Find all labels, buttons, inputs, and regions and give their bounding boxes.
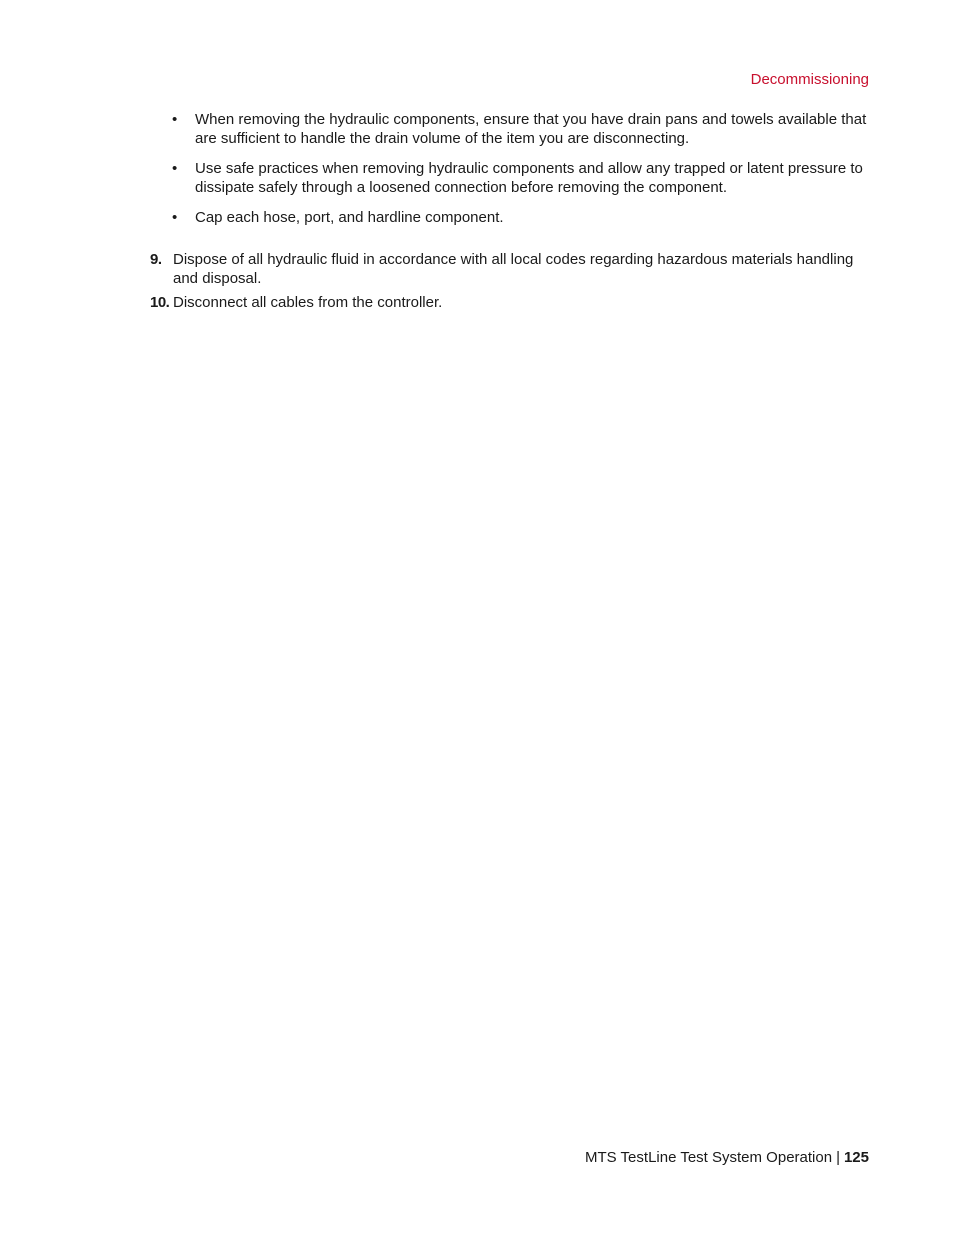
numbered-step-list [150, 250, 872, 317]
bullet-text: When removing the hydraulic components, ensure that you have drain pans and towels available that are sufficient to handle the drain volume of the item you are disconnecting. [195, 111, 867, 147]
running-footer [585, 1148, 869, 1168]
footer-doc-title: MTS TestLine Test System Operation [585, 1149, 833, 1166]
running-header-section-title: Decommissioning [750, 71, 869, 88]
step-text: Dispose of all hydraulic fluid in accordance with all local codes regarding hazardous materials handling and disposal. [173, 251, 854, 287]
bullet-item [172, 110, 872, 148]
step-text: Disconnect all cables from the controller. [173, 294, 443, 311]
bullet-list [172, 110, 872, 238]
step-number: 10. [150, 294, 170, 311]
bullet-item [172, 208, 872, 227]
bullet-mark: • [172, 209, 178, 226]
step-item [150, 293, 872, 312]
footer-separator: | [836, 1149, 840, 1166]
bullet-text: Cap each hose, port, and hardline component. [195, 209, 504, 226]
bullet-text: Use safe practices when removing hydraulic components and allow any trapped or latent pressure to dissipate safely through a loosened connection before removing the component. [195, 160, 863, 196]
bullet-mark: • [172, 111, 178, 128]
step-number: 9. [150, 251, 162, 268]
step-item [150, 250, 872, 288]
page-number: 125 [843, 1149, 869, 1166]
bullet-item [172, 159, 872, 197]
bullet-mark: • [172, 160, 178, 177]
